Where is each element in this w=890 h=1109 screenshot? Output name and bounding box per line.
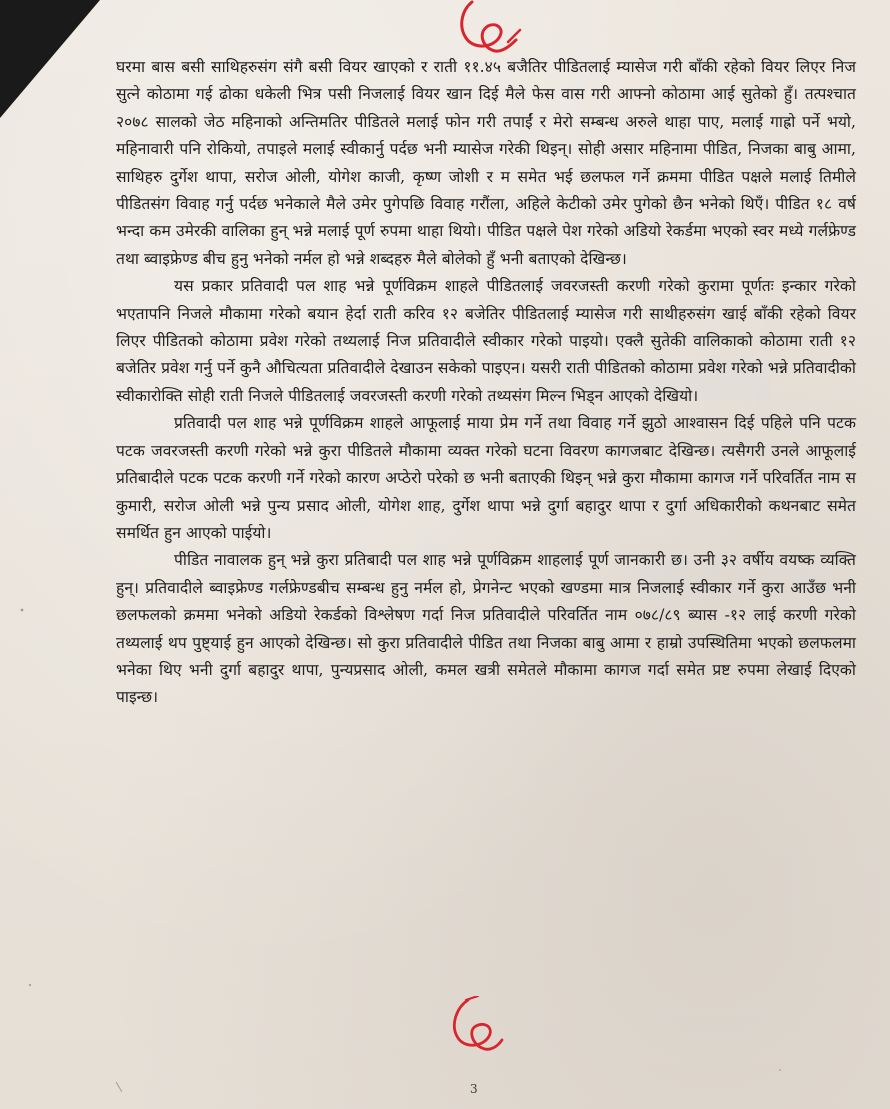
signature-mark-bottom [438, 996, 508, 1058]
dark-corner-fold [0, 0, 100, 120]
paragraph-1: घरमा बास बसी साथिहरुसंग संगै बसी वियर खाएको र राती ११.४५ बजैतिर पीडितलाई म्यासेज गरी बाँकी रहेको वियर लिएर निज सुत्ने कोठामा गई ढोका धकेली भित्र पसी निजलाई वियर खान दिई मैले फेस वास गरी आफ्नो कोठामा आई सुतेको हुँ। तत्पश्चात २०७८ सालको जेठ महिनाको अन्तिमतिर पीडितले मलाई फोन गरी तपाईं र मेरो सम्बन्ध अरुले थाहा पाए, मलाई गाह्रो पर्ने भयो, महिनावारी पनि रोकियो, तपाइले मलाई स्वीकार्नु पर्दछ भनी म्यासेज गरेकी थिइन्। सोही असार महिनामा पीडित, निजका बाबु आमा, साथिहरु दुर्गेश थापा, सरोज ओली, योगेश काजी, कृष्ण जोशी र म समेत भई छलफल गर्ने क्रममा पीडित पक्षले मलाई तिमीले पीडितसंग विवाह गर्नु पर्दछ भनेकाले मैले उमेर पुगेपछि विवाह गरौंला, अहिले केटीको उमेर पुगेको छैन भनेको थिएँ। पीडित १८ वर्ष भन्दा कम उमेरकी वालिका हुन् भन्ने मलाई पूर्ण रुपमा थाहा थियो। पीडित पक्षले पेश गरेको अडियो रेकर्डमा भएको स्वर मध्ये गर्लफ्रेण्ड तथा ब्वाइफ्रेण्ड बीच हुनु भनेको नर्मल हो भन्ने शब्दहरु मैले बोलेको हुँ भनी बताएको देखिन्छ। [116, 58, 856, 268]
paragraph-4: पीडित नावालक हुन् भन्ने कुरा प्रतिबादी पल शाह भन्ने पूर्णविक्रम शाहलाई पूर्ण जानकारी छ। उनी ३२ वर्षीय वयष्क व्यक्ति हुन्। प्रतिवादीले ब्वाइफ्रेण्ड गर्लफ्रेण्डबीच सम्बन्ध हुनु नर्मल हो, प्रेगनेन्ट भएको खण्डमा मात्र निजलाई स्वीकार गर्ने कुरा आउँछ भनी छलफलको क्रममा भनेको अडियो रेकर्डको विश्लेषण गर्दा निज प्रतिवादीले परिवर्तित नाम ०७८/८९ ब्यास -१२ लाई करणी गरेको तथ्यलाई थप पुष्ट्याई हुन आएको देखिन्छ। सो कुरा प्रतिवादीले पीडित तथा निजका बाबु आमा र हाम्रो उपस्थितिमा भएको छलफलमा भनेका थिए भनी दुर्गा बहादुर थापा, पुन्यप्रसाद ओली, कमल खत्री समेतले मौकामा कागज गर्दा समेत प्रष्ट रुपमा लेखाई दिएको पाइन्छ। [116, 551, 856, 707]
paragraph-3: प्रतिवादी पल शाह भन्ने पूर्णविक्रम शाहले आफूलाई माया प्रेम गर्ने तथा विवाह गर्ने झुठो आश्वासन दिई पहिले पनि पटक पटक जवरजस्ती करणी गरेको भन्ने कुरा पीडितले मौकामा व्यक्त गरेको घटना विवरण कागजबाट देखिन्छ। त्यसैगरी उनले आफूलाई प्रतिबादीले पटक पटक करणी गर्ने गरेको कारण अप्ठेरो परेको छ भनी बताएकी थिइन् भन्ने कुरा मौकामा कागज गर्ने परिवर्तित नाम स कुमारी, सरोज ओली भन्ने पुन्य प्रसाद ओली, योगेश शाह, दुर्गेश थापा भन्ने दुर्गा बहादुर थापा र दुर्गा अधिकारीको कथनबाट समेत समर्थित हुन आएको पाईयो। [116, 414, 856, 542]
paragraph-2: यस प्रकार प्रतिवादी पल शाह भन्ने पूर्णविक्रम शाहले पीडितलाई जवरजस्ती करणी गरेको कुरामा पूर्णतः इन्कार गरेको भएतापनि निजले मौकामा गरेको बयान हेर्दा राती करिव १२ बजेतिर पीडितलाई म्यासेज गरी साथीहरुसंग खाई बाँकी रहेको वियर लिएर पीडितको कोठामा प्रवेश गरेको तथ्यलाई निज प्रतिवादीले स्वीकार गरेको पाइयो। एक्लै सुतेकी वालिकाको कोठामा राती १२ बजेतिर प्रवेश गर्नु पर्ने कुनै औचित्यता प्रतिवादीले देखाउन सकेको पाइएन। यसरी राती पीडितको कोठामा प्रवेश गरेको भन्ने प्रतिवादीको स्वीकारोक्ति सोही राती निजले पीडितलाई जवरजस्ती करणी गरेको तथ्यसंग मिल्न भिड्न आएको देखियो। [116, 277, 856, 405]
page-number: 3 [470, 1082, 478, 1096]
document-body [116, 54, 856, 712]
